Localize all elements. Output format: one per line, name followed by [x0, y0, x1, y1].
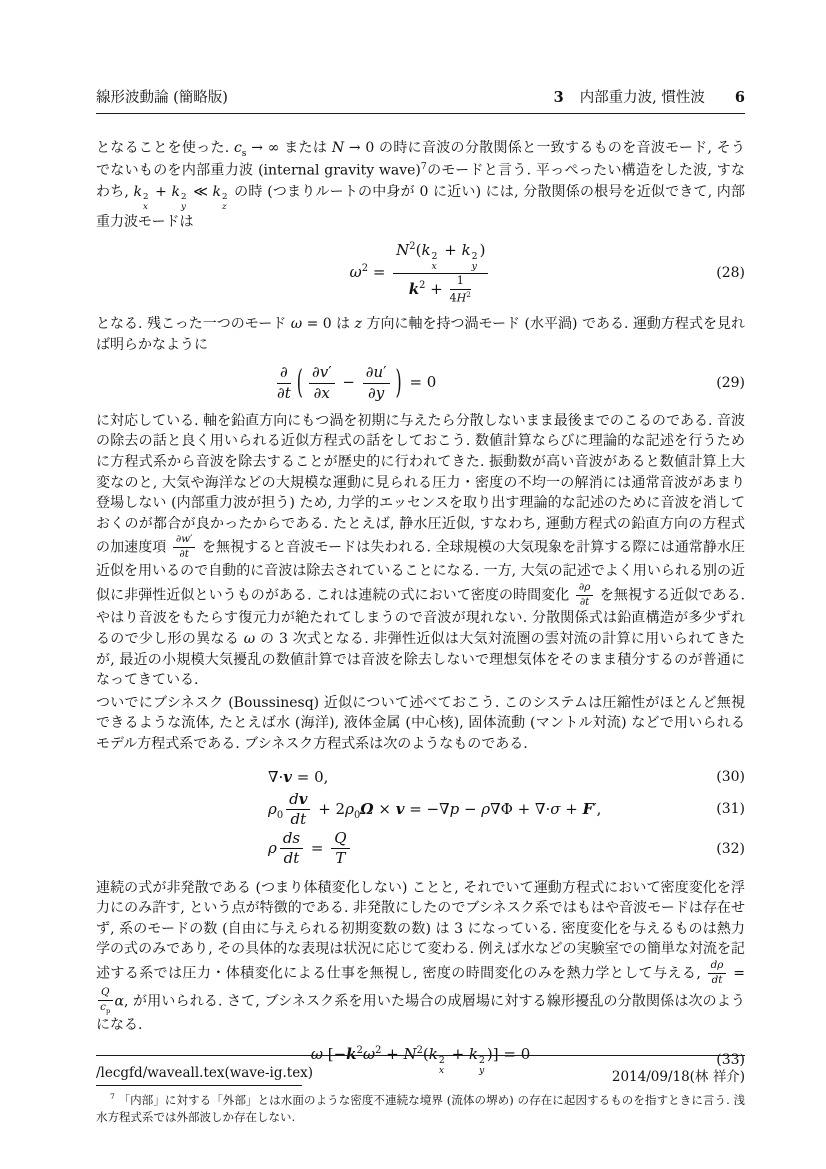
footer-rule [96, 1055, 745, 1056]
page-header [96, 86, 745, 114]
eq-28 [96, 241, 745, 305]
eq-31-number: (31) [716, 801, 745, 818]
footer-path: /lecgfd/waveall.tex(wave-ig.tex) [96, 1065, 314, 1081]
eq-31-body: $\rho_0$ $\frac{dv}{dt}$ + $2\rho_0\Omega \times v = -\nabla p - \rho\nabla\Phi + \nabla\cdot\sigma + F'$, [268, 789, 602, 828]
eq-28-body: $\omega^2$ = $N^2(k$ 2 x + k 2 y ) $k^2$ + $\frac{1}{4H^2}$ [350, 241, 492, 305]
eq-32-body: ρ $\frac{ds}{dt}$ = $\frac{Q}{T}$ [268, 830, 353, 868]
paragraph-1: となることを使った. $c_s$ → ∞ または N → 0 の時に音波の分散関係と一致するものを音波モード, そうでないものを内部重力波 (internal gravity wave)$^7$のモードと言う. 平っぺったい構造をした波, すなわち, k 2 x + k 2 y ≪ k 2 z の時 (つまりルートの中身が 0 に近い) には, 分散関係の根号を近似できて, 内部重力波モードは [96, 140, 745, 230]
paragraph-4: ついでにブシネスク (Boussinesq) 近似について述べておこう. このシステムは圧縮性がほとんど無視できるような流体, たとえば水 (海洋), 液体金属 (中心核), 固体流動 (マントル対流) などで用いられるモデル方程式系である. ブシネスク方程式系は次のようなものである. [96, 694, 745, 752]
eq-33-body: ω [$-k^2\omega^2 + N^2(k$ 2 x + k 2 y )] = 0 [310, 1045, 531, 1076]
footer-date: 2014/09/18(林 祥介) [611, 1069, 745, 1085]
page-footer [96, 1055, 745, 1085]
eq-32-number: (32) [716, 840, 745, 857]
eq-30-number: (30) [716, 768, 745, 785]
paragraph-5: 連続の式が非発散である (つまり体積変化しない) ことと, それでいて運動方程式において密度変化を浮力にのみ許す, という点が特徴的である. 非発散にしたのでブシネスク系ではもはや音波モードは存在せず, 系のモードの数 (自由に与えられる初期変数の数) は 3 になっている. 密度変化を与えるものは熱力学の式のみであり, その具体的な表現は状況に応じて変わる. 例えば水などの実験室での簡単な対流を記述する系では圧力・体積変化による仕事を無視し, 密度の時間変化のみを熱力学として与える, $\frac{d\rho}{dt}$ = $\frac{Q}{c_p}$ α, が用いられる. さて, ブシネスク系を用いた場合の成層場に対する線形擾乱の分散関係は次のようになる. [96, 879, 745, 1034]
header-page-number: 6 [734, 89, 745, 106]
header-right [554, 86, 745, 107]
eq-33-number: (33) [716, 1052, 745, 1069]
header-title: 線形波動論 (簡略版) [96, 90, 228, 106]
eq-30 [96, 765, 745, 789]
eq-29 [96, 364, 745, 402]
header-section-title: 内部重力波, 慣性波 [579, 90, 705, 106]
eq-32 [96, 830, 745, 868]
eq-29-body: $\frac{\partial}{\partial t}$ ( $\frac{\partial v'}{\partial x}$ − $\frac{\partial u'}{\partial y}$ ) = 0 [277, 362, 437, 402]
paragraph-2: となる. 残こった一つのモード ω = 0 は z 方向に軸を持つ渦モード (水平渦) である. 運動方程式を見れば明らかなように [96, 316, 745, 353]
footnote-text: $^7$ 「内部」に対する「外部」とは水面のような密度不連続な境界 (流体の堺め) の存在に起因するものを指すときに言う. 浅水方程式系では外部波しか存在しない. [96, 1091, 745, 1125]
footer-row [96, 1065, 745, 1085]
header-section-number: 3 [553, 89, 564, 106]
eq-31 [96, 791, 745, 829]
eq-29-number: (29) [716, 375, 745, 392]
eq-28-number: (28) [716, 265, 745, 282]
document-body [96, 138, 745, 1085]
eq-30-body: ∇·v = 0, [268, 767, 329, 786]
paragraph-3: に対応している. 軸を鉛直方向にもつ渦を初期に与えたら分散しないまま最後までのこるのである. 音波の除去の話と良く用いられる近似方程式の話をしておこう. 数値計算ならびに理論的な記述を行うために方程式系から音波を除去することが歴史的に行われてきた. 振動数が高い音波があると数値計算上大変なのと, 大気や海洋などの大規模な運動に見られる圧力・密度の不均一の解消には通常音波があまり登場しない (内部重力波が担う) ため, 力学的エッセンスを取り出す理論的な記述のために音波を消しておくのが都合が良かったからである. たとえば, 静水圧近似, すなわち, 運動方程式の鉛直方向の方程式の加速度項 $\frac{\partial w'}{\partial t}$ を無視すると音波モードは失われる. 全球規模の大気現象を計算する際には通常静水圧近似を用いるので自動的に音波は除去されていることになる. 一方, 大気の記述でよく用いられる別の近似に非弾性近似というものがある. これは連続の式において密度の時間変化 $\frac{\partial\rho}{\partial t}$ を無視する近似である. やはり音波をもたらす復元力が絶たれてしまうので音波が現れない. 分散関係式は鉛直構造が多少ずれるので少し形の異なる ω の 3 次式となる. 非弾性近似は大気対流圏の雲対流の計算に用いられてきたが, 最近の小規模大気擾乱の数値計算では音波を除去しないで理想気体をそのまま積分するのが普通になってきている. [96, 412, 746, 689]
footnote [96, 1085, 745, 1127]
